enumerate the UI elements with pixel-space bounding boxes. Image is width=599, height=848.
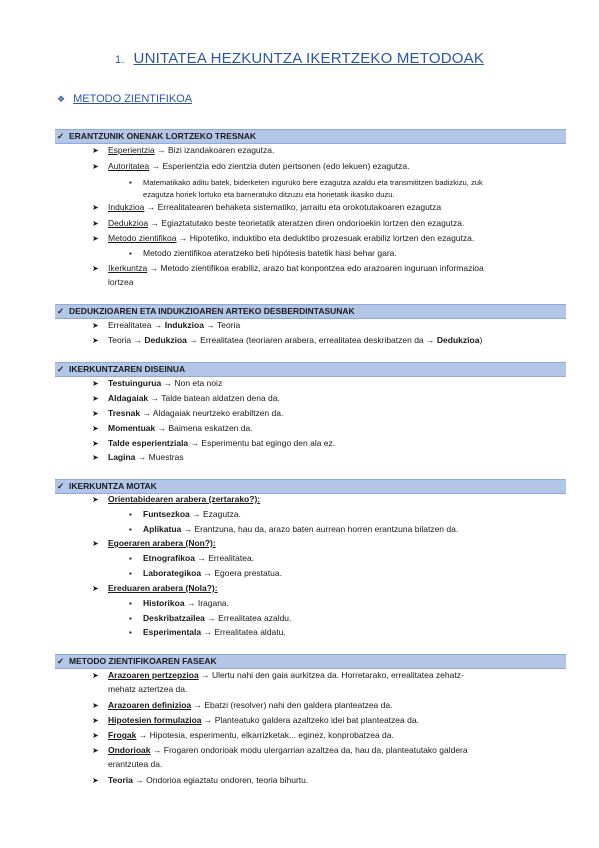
right-arrow-icon: → <box>203 715 213 725</box>
group-title-text: Orientabidearen arabera (zertarako?): <box>108 494 261 504</box>
right-arrow-icon: → <box>192 509 201 519</box>
section-subtitle <box>57 93 192 105</box>
square-bullet-icon: ▪ <box>129 569 132 578</box>
right-arrow-icon: → <box>197 553 206 563</box>
check-icon: ✓ <box>57 656 65 666</box>
term: Indukzioa <box>108 202 145 212</box>
term: Arazoaren definizioa <box>108 700 192 710</box>
definition: Erantzuna, hau da, arazo baten aurrean horren erantzuna bilatzen da. <box>194 524 459 534</box>
right-arrow-icon: → <box>146 202 156 212</box>
section-header-motak <box>55 479 566 494</box>
right-arrow-icon: → <box>152 745 162 755</box>
arrow-bullet-icon: ➤ <box>92 439 99 448</box>
list-item <box>92 700 392 711</box>
square-bullet-icon: ▪ <box>129 525 132 534</box>
sub-text: Metodo zientifikoa ateratzeko beti hipótesis batetik hasi behar gara. <box>143 248 397 258</box>
term: Arazoaren pertzepzioa <box>108 670 199 680</box>
arrow-bullet-icon: ➤ <box>92 162 99 171</box>
arrow-bullet-icon: ➤ <box>92 321 99 330</box>
right-arrow-icon: → <box>138 730 148 740</box>
arrow-bullet-icon: ➤ <box>92 453 99 462</box>
list-item <box>92 670 464 681</box>
term: Laborategikoa <box>143 568 202 578</box>
definition: Planteatuko galdera azaltzeko idei bat planteatzea da. <box>214 715 419 725</box>
definition: Ondorioa egiaztatu ondoren, teoria bihurtu. <box>146 775 309 785</box>
definition: Aldagaiak neurtzeko erabiltzen da. <box>152 408 284 418</box>
list-item <box>92 202 441 213</box>
group-title <box>92 583 218 594</box>
diamond-bullet-icon: ❖ <box>57 94 66 104</box>
definition: Ebatzi (resolver) nahi den galdera planteatzea da. <box>204 700 393 710</box>
square-bullet-icon: ▪ <box>129 510 132 519</box>
list-item <box>92 145 274 156</box>
right-arrow-icon: → <box>149 263 159 273</box>
list-item <box>92 218 464 229</box>
list-item <box>92 408 283 419</box>
term: Talde esperientziala <box>108 438 189 448</box>
right-arrow-icon: → <box>426 335 435 345</box>
right-arrow-icon: → <box>157 423 167 433</box>
sub-item <box>129 627 286 638</box>
definition: Errealitatearen behaketa sistematiko, jarraitu eta orokotutakoaren ezagutza <box>157 202 442 212</box>
arrow-bullet-icon: ➤ <box>92 424 99 433</box>
term: Teoria <box>217 320 241 330</box>
check-icon: ✓ <box>57 364 65 374</box>
list-item <box>92 730 394 741</box>
square-bullet-icon: ▪ <box>129 614 132 623</box>
list-item <box>92 233 474 244</box>
list-item <box>92 320 240 331</box>
list-item <box>92 715 419 726</box>
definition: Egoera prestatua. <box>214 568 282 578</box>
definition: Egiaztatutako beste teorietatik ateratzen diren ondorioekin lortzen den ezagutza. <box>161 218 465 228</box>
right-arrow-icon: → <box>163 378 173 388</box>
right-arrow-icon: → <box>206 320 215 330</box>
term: Testuingurua <box>108 378 162 388</box>
section-header-text: ERANTZUNIK ONENAK LORTZEKO TRESNAK <box>69 131 256 141</box>
square-bullet-icon: ▪ <box>129 178 132 187</box>
term: Funtsezkoa <box>143 509 190 519</box>
list-item <box>92 263 484 274</box>
square-bullet-icon: ▪ <box>129 249 132 258</box>
right-arrow-icon: → <box>150 218 160 228</box>
list-item <box>92 452 184 463</box>
right-arrow-icon: → <box>189 335 198 345</box>
term: Etnografikoa <box>143 553 195 563</box>
definition: Frogaren ondorioak modu ulergarrian azaltzea da, hau da, planteatutako galdera <box>163 745 468 755</box>
list-item <box>92 745 468 756</box>
term: Frogak <box>108 730 137 740</box>
right-arrow-icon: → <box>193 700 203 710</box>
term: Metodo zientifikoa <box>108 233 177 243</box>
term: Esperientzia <box>108 145 155 155</box>
group-title-text: Egoeraren arabera (Non?): <box>108 538 216 548</box>
term: Aplikatua <box>143 524 182 534</box>
term: Hipotesien formulazioa <box>108 715 202 725</box>
arrow-bullet-icon: ➤ <box>92 336 99 345</box>
section-header-faseak <box>55 654 566 669</box>
list-item <box>92 775 308 786</box>
group-title <box>92 494 260 505</box>
right-arrow-icon: → <box>183 524 193 534</box>
arrow-bullet-icon: ➤ <box>92 409 99 418</box>
right-arrow-icon: → <box>150 393 160 403</box>
arrow-bullet-icon: ➤ <box>92 539 99 548</box>
list-item-continuation: mehatz aztertzea da. <box>108 684 188 694</box>
term: Teoria <box>108 775 133 785</box>
arrow-bullet-icon: ➤ <box>92 746 99 755</box>
definition: Ulertu nahi den gaia aurkitzea da. Horretarako, errealitatea zehatz- <box>211 670 464 680</box>
sub-item <box>129 509 241 520</box>
definition: Iragana. <box>197 598 230 608</box>
list-item <box>92 438 335 449</box>
title-text: UNITATEA HEZKUNTZA IKERTZEKO METODOAK <box>133 50 485 67</box>
square-bullet-icon: ▪ <box>129 599 132 608</box>
right-arrow-icon: → <box>142 408 152 418</box>
definition: Metodo zientifikoa erabiliz, arazo bat konpontzea edo arazoaren inguruan informazioa <box>160 263 484 273</box>
arrow-bullet-icon: ➤ <box>92 495 99 504</box>
list-item <box>92 423 253 434</box>
right-arrow-icon: → <box>133 335 143 345</box>
term: Momentuak <box>108 423 156 433</box>
closing-paren: ) <box>479 335 483 345</box>
definition: Esperimentu bat egingo den ala ez. <box>201 438 336 448</box>
list-item <box>92 393 280 404</box>
section-header-text: IKERKUNTZA MOTAK <box>69 481 157 491</box>
arrow-bullet-icon: ➤ <box>92 671 99 680</box>
term: Dedukzioa <box>108 218 149 228</box>
subtitle-text: METODO ZIENTIFIKOA <box>73 93 193 105</box>
term: Lagina <box>108 452 136 462</box>
definition: Errealitatea. <box>208 553 255 563</box>
term: Deskribatzailea <box>143 613 205 623</box>
definition: Muestras <box>148 452 184 462</box>
sub-item <box>129 598 229 609</box>
right-arrow-icon: → <box>201 670 210 680</box>
sub-item <box>129 248 397 259</box>
sub-text: Matematikako aditu batek, biderketen inguruko bere ezagutza azaldu eta transmititzen badizkizu, zuk <box>143 178 483 187</box>
term: Ikerkuntza <box>108 263 148 273</box>
term: Errealitatea <box>108 320 152 330</box>
check-icon: ✓ <box>57 481 65 491</box>
sub-item-continuation: ezagutza horiek lortuko eta barneratuko ditzuzu eta horietatik ikasiko duzu. <box>143 190 395 199</box>
section-header-diseinua <box>55 362 566 377</box>
definition: Baimena eskatzen da. <box>168 423 253 433</box>
list-item <box>92 161 410 172</box>
arrow-bullet-icon: ➤ <box>92 701 99 710</box>
arrow-bullet-icon: ➤ <box>92 219 99 228</box>
group-title-text: Ereduaren arabera (Nola?): <box>108 583 218 593</box>
right-arrow-icon: → <box>190 438 200 448</box>
right-arrow-icon: → <box>186 598 196 608</box>
term: Historikoa <box>143 598 185 608</box>
section-header-text: IKERKUNTZAREN DISEINUA <box>69 364 186 374</box>
definition: Bizi izandakoaren ezagutza. <box>168 145 275 155</box>
definition: Ezagutza. <box>203 509 241 519</box>
section-header-tresnak <box>55 129 566 144</box>
list-item-continuation: erantzutea da. <box>108 759 163 769</box>
sub-item <box>129 524 458 535</box>
definition: Errealitatea (teoriaren arabera, errealitatea deskribatzen da <box>200 335 424 345</box>
definition: Esperientzia edo zientzia duten pertsonen (edo lekuen) ezagutza. <box>162 161 410 171</box>
term: Indukzioa <box>164 320 204 330</box>
arrow-bullet-icon: ➤ <box>92 146 99 155</box>
title-number: 1. <box>114 54 125 66</box>
section-header-text: METODO ZIENTIFIKOAREN FASEAK <box>69 656 217 666</box>
term: Dedukzioa <box>144 335 187 345</box>
arrow-bullet-icon: ➤ <box>92 379 99 388</box>
right-arrow-icon: → <box>137 452 147 462</box>
sub-item <box>129 177 483 188</box>
definition: Hipotesia, esperimentu, elkarrizketak... eginez, konprobatzea da. <box>149 730 394 740</box>
arrow-bullet-icon: ➤ <box>92 584 99 593</box>
right-arrow-icon: → <box>157 145 166 155</box>
right-arrow-icon: → <box>151 161 160 171</box>
term: Tresnak <box>108 408 141 418</box>
section-header-desberdintasunak <box>55 304 566 319</box>
arrow-bullet-icon: ➤ <box>92 203 99 212</box>
term: Dedukzioa <box>436 335 480 345</box>
arrow-bullet-icon: ➤ <box>92 716 99 725</box>
right-arrow-icon: → <box>203 627 212 637</box>
term: Aldagaiak <box>108 393 149 403</box>
definition: Hipotetiko, induktibo eta deduktibo prozesuak erabiliz lortzen den ezagutza. <box>189 233 475 243</box>
arrow-bullet-icon: ➤ <box>92 234 99 243</box>
group-title <box>92 538 216 549</box>
right-arrow-icon: → <box>135 775 144 785</box>
term: Ondorioak <box>108 745 151 755</box>
right-arrow-icon: → <box>207 613 216 623</box>
arrow-bullet-icon: ➤ <box>92 264 99 273</box>
square-bullet-icon: ▪ <box>129 628 132 637</box>
arrow-bullet-icon: ➤ <box>92 776 99 785</box>
right-arrow-icon: → <box>153 320 163 330</box>
definition: Talde batean aldatzen dena da. <box>161 393 280 403</box>
definition: Non eta noiz <box>174 378 223 388</box>
definition: Errealitatea aldatu. <box>214 627 286 637</box>
page-title <box>0 50 599 67</box>
sub-item <box>129 553 254 564</box>
check-icon: ✓ <box>57 306 65 316</box>
list-item <box>92 335 482 346</box>
check-icon: ✓ <box>57 131 65 141</box>
arrow-bullet-icon: ➤ <box>92 731 99 740</box>
sub-item <box>129 613 291 624</box>
square-bullet-icon: ▪ <box>129 554 132 563</box>
section-header-text: DEDUKZIOAREN ETA INDUKZIOAREN ARTEKO DESBERDINTASUNAK <box>69 306 355 316</box>
list-item <box>92 378 222 389</box>
term: Teoria <box>108 335 132 345</box>
list-item-continuation: lortzea <box>108 277 134 287</box>
right-arrow-icon: → <box>203 568 212 578</box>
right-arrow-icon: → <box>178 233 188 243</box>
arrow-bullet-icon: ➤ <box>92 394 99 403</box>
definition: Errealitatea azaldu. <box>218 613 292 623</box>
sub-item <box>129 568 282 579</box>
term: Autoritatea <box>108 161 150 171</box>
term: Esperimentala <box>143 627 202 637</box>
